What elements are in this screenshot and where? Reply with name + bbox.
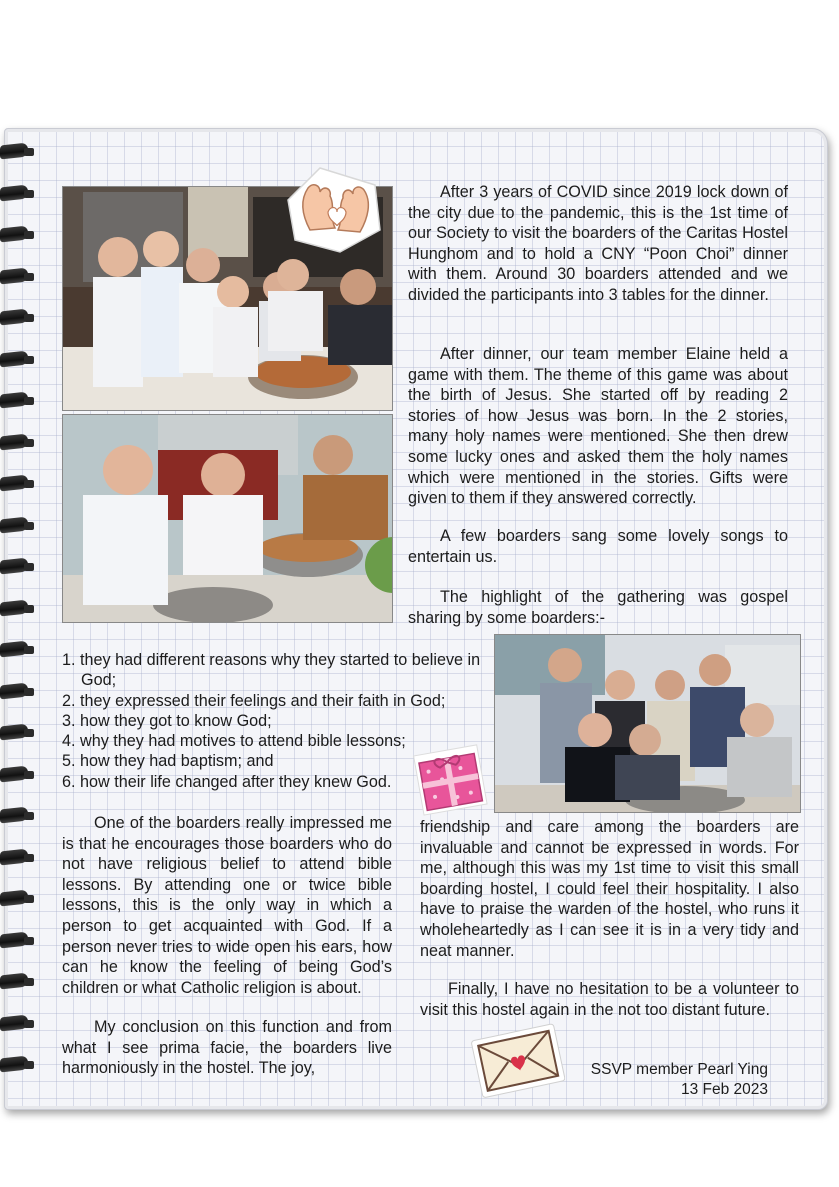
- group-photo-2: [62, 414, 393, 623]
- spiral-ring: [0, 850, 38, 866]
- love-letter-icon: [470, 1020, 565, 1100]
- spiral-ring: [0, 933, 38, 949]
- spiral-ring: [0, 559, 38, 575]
- gospel-sharing-list: [62, 650, 492, 792]
- spiral-ring: [0, 518, 38, 534]
- paragraph-friendship: friendship and care among the boarders are invaluable and cannot be expressed in words. For me, although this was my 1st time to visit this small boarding hostel, I could feel their hospitality. I also have to praise the warden of the hostel, who runs it wholeheartedly as I can see it is in a very tidy and neat manner.: [420, 818, 799, 960]
- spiral-ring: [0, 269, 38, 285]
- spiral-ring: [0, 1057, 38, 1073]
- spiral-ring: [0, 601, 38, 617]
- spiral-ring: [0, 725, 38, 741]
- signature: SSVP member Pearl Ying: [590, 1061, 768, 1078]
- paragraph-impressed: One of the boarders really impressed me is that he encourages those boarders who do not have religious belief to attend bible lessons. By attending one or twice bible lessons, this is the only way in which a person to get acquainted with God. If a person never tries to wide open his ears, how can he know the feeling of being God’s children or what Catholic religion is about.: [62, 814, 392, 997]
- paragraph-finally: Finally, I have no hesitation to be a volunteer to visit this hostel again in the not too distant future.: [420, 980, 799, 1019]
- signature-block: [560, 1060, 768, 1100]
- list-item: 4. why they had motives to attend bible lessons;: [62, 732, 406, 751]
- spiral-binding: [0, 140, 40, 1100]
- list-item: 5. how they had baptism; and: [62, 752, 274, 771]
- spiral-ring: [0, 310, 38, 326]
- paragraph-intro: After 3 years of COVID since 2019 lock down of the city due to the pandemic, this is the 1st time of our Society to visit the boarders of the Caritas Hostel Hunghom and to hold a CNY “Poon Choi” dinner with them. Around 30 boarders attended and we divided the participants into 3 tables for the dinner.: [408, 183, 788, 304]
- list-item: 1. they had different reasons why they started to believe in God;: [62, 651, 481, 690]
- spiral-ring: [0, 186, 38, 202]
- paragraph-songs: A few boarders sang some lovely songs to entertain us.: [408, 527, 788, 566]
- paragraph-highlight: The highlight of the gathering was gospel sharing by some boarders:-: [408, 588, 788, 627]
- list-item: 6. how their life changed after they knew God.: [62, 772, 392, 791]
- spiral-ring: [0, 974, 38, 990]
- signature-date: 13 Feb 2023: [680, 1081, 768, 1098]
- spiral-ring: [0, 684, 38, 700]
- spiral-ring: [0, 435, 38, 451]
- spiral-ring: [0, 808, 38, 824]
- spiral-ring: [0, 144, 38, 160]
- spiral-ring: [0, 352, 38, 368]
- spiral-ring: [0, 642, 38, 658]
- spiral-ring: [0, 1016, 38, 1032]
- heart-hands-icon: [280, 160, 390, 255]
- spiral-ring: [0, 891, 38, 907]
- group-photo-3: [494, 634, 801, 813]
- spiral-ring: [0, 767, 38, 783]
- spiral-ring: [0, 227, 38, 243]
- list-item: 3. how they got to know God;: [62, 711, 272, 730]
- list-item: 2. they expressed their feelings and their faith in God;: [62, 691, 446, 710]
- paragraph-conclusion: My conclusion on this function and from what I see prima facie, the boarders live harmoniously in the hostel. The joy,: [62, 1018, 392, 1078]
- spiral-ring: [0, 476, 38, 492]
- paragraph-game: After dinner, our team member Elaine held a game with them. The theme of this game was about the birth of Jesus. She started off by reading 2 stories of how Jesus was born. In the 2 stories, many holy names were mentioned. She then drew some lucky ones and asked them the holy names which were mentioned in the stories. Gifts were given to them if they answered correctly.: [408, 345, 788, 508]
- spiral-ring: [0, 393, 38, 409]
